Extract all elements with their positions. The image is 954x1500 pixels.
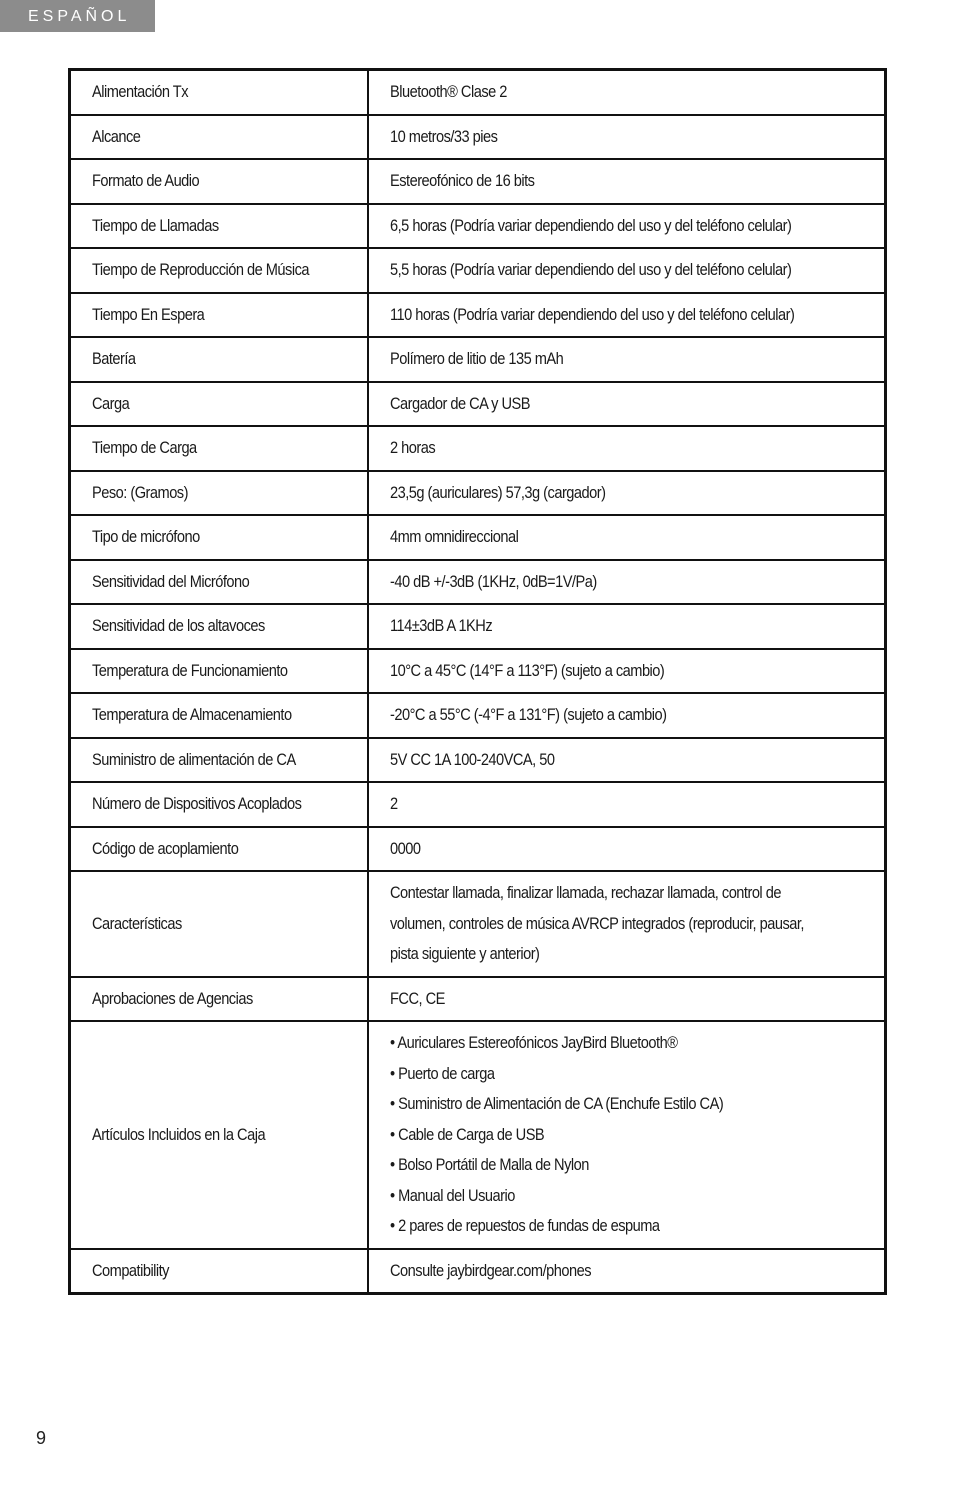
spec-value: 4mm omnidireccional (390, 527, 519, 546)
spec-value: 110 horas (Podría variar dependiendo del uso y del teléfono celular) (390, 304, 795, 324)
spec-label-cell (70, 1249, 369, 1294)
spec-value-cell (368, 248, 886, 293)
spec-row (70, 471, 886, 516)
spec-label: Sensitividad de los altavoces (92, 616, 265, 635)
spec-value-cell (368, 1249, 886, 1294)
spec-value-cell (368, 693, 886, 738)
spec-row (70, 871, 886, 977)
language-tab: ESPAÑOL (0, 0, 155, 32)
spec-label: Código de acoplamiento (92, 838, 239, 858)
spec-value-cell (368, 204, 886, 249)
spec-value-cell (368, 827, 886, 872)
spec-row (70, 337, 886, 382)
spec-label-cell (70, 471, 369, 516)
spec-row (70, 515, 886, 560)
spec-value: 0000 (390, 838, 421, 858)
spec-row (70, 604, 886, 649)
spec-value-cell (368, 782, 886, 827)
spec-value-cell (368, 738, 886, 783)
spec-row (70, 248, 886, 293)
spec-label: Tipo de micrófono (92, 527, 200, 546)
spec-label-cell (70, 604, 369, 649)
spec-value-line: • 2 pares de repuestos de fundas de espuma (390, 1216, 660, 1235)
spec-value-line: pista siguiente y anterior) (390, 944, 540, 963)
spec-row (70, 738, 886, 783)
spec-row (70, 560, 886, 605)
spec-value-cell (368, 159, 886, 204)
spec-label: Suministro de alimentación de CA (92, 749, 296, 769)
spec-label: Temperatura de Almacenamiento (92, 705, 292, 724)
spec-value-cell (368, 977, 886, 1022)
spec-label: Temperatura de Funcionamiento (92, 660, 288, 680)
spec-label-cell (70, 293, 369, 338)
page-number: 9 (36, 1428, 47, 1448)
spec-label-cell (70, 115, 369, 160)
spec-value: 2 horas (390, 438, 436, 457)
spec-label: Tiempo En Espera (92, 304, 205, 324)
spec-value-line: volumen, controles de música AVRCP integrados (reproducir, pausar, (390, 913, 804, 933)
spec-value: -40 dB +/-3dB (1KHz, 0dB=1V/Pa) (390, 571, 597, 591)
spec-value-cell (368, 1021, 886, 1249)
spec-label-cell (70, 871, 369, 977)
spec-label-cell (70, 70, 369, 115)
spec-row (70, 977, 886, 1022)
spec-label: Peso: (Gramos) (92, 482, 188, 502)
spec-value-cell (368, 293, 886, 338)
spec-row (70, 827, 886, 872)
spec-label-cell (70, 782, 369, 827)
spec-label-cell (70, 693, 369, 738)
spec-label-cell (70, 337, 369, 382)
spec-label: Artículos Incluidos en la Caja (92, 1124, 266, 1144)
spec-row (70, 159, 886, 204)
spec-label-cell (70, 382, 369, 427)
spec-value: 2 (390, 794, 398, 813)
spec-label: Tiempo de Carga (92, 438, 197, 457)
spec-value: 5,5 horas (Podría variar dependiendo del uso y del teléfono celular) (390, 260, 792, 279)
spec-value: 5V CC 1A 100-240VCA, 50 (390, 749, 555, 769)
spec-label: Aprobaciones de Agencias (92, 988, 253, 1008)
specifications-table (68, 68, 887, 1295)
spec-label: Alimentación Tx (92, 82, 189, 101)
spec-value: Estereofónico de 16 bits (390, 171, 535, 190)
spec-value-cell (368, 382, 886, 427)
spec-row (70, 782, 886, 827)
spec-row (70, 204, 886, 249)
spec-label-cell (70, 1021, 369, 1249)
spec-label-cell (70, 560, 369, 605)
spec-value: Polímero de litio de 135 mAh (390, 349, 564, 368)
spec-label-cell (70, 159, 369, 204)
spec-value-cell (368, 337, 886, 382)
spec-row (70, 693, 886, 738)
spec-label-cell (70, 977, 369, 1022)
spec-label: Número de Dispositivos Acoplados (92, 794, 302, 813)
spec-label-cell (70, 515, 369, 560)
spec-value-cell (368, 560, 886, 605)
spec-value: 23,5g (auriculares) 57,3g (cargador) (390, 482, 606, 502)
spec-label: Tiempo de Llamadas (92, 215, 219, 235)
spec-value: Consulte jaybirdgear.com/phones (390, 1260, 592, 1280)
spec-value-cell (368, 604, 886, 649)
spec-value: 10 metros/33 pies (390, 126, 498, 146)
spec-value-cell (368, 471, 886, 516)
spec-value-line: • Puerto de carga (390, 1063, 495, 1083)
spec-label-cell (70, 204, 369, 249)
spec-value-cell (368, 70, 886, 115)
spec-value-cell (368, 426, 886, 471)
spec-value-line: • Manual del Usuario (390, 1185, 515, 1205)
spec-row (70, 70, 886, 115)
spec-value-line: • Cable de Carga de USB (390, 1124, 545, 1144)
spec-value-cell (368, 649, 886, 694)
spec-value-cell (368, 871, 886, 977)
spec-row (70, 426, 886, 471)
spec-label-cell (70, 248, 369, 293)
spec-row (70, 1021, 886, 1249)
spec-value-line: • Suministro de Alimentación de CA (Enchufe Estilo CA) (390, 1094, 724, 1113)
spec-label: Carga (92, 393, 130, 413)
spec-label: Sensitividad del Micrófono (92, 571, 250, 591)
spec-row (70, 382, 886, 427)
spec-label: Alcance (92, 126, 141, 146)
spec-label-cell (70, 827, 369, 872)
spec-value: Cargador de CA y USB (390, 393, 531, 413)
spec-value-line: • Bolso Portátil de Malla de Nylon (390, 1155, 589, 1174)
spec-label-cell (70, 738, 369, 783)
spec-label: Características (92, 913, 182, 933)
spec-row (70, 293, 886, 338)
spec-value-line: • Auriculares Estereofónicos JayBird Bluetooth® (390, 1033, 678, 1052)
spec-value: 6,5 horas (Podría variar dependiendo del uso y del teléfono celular) (390, 215, 792, 235)
spec-label: Formato de Audio (92, 171, 200, 190)
spec-row (70, 1249, 886, 1294)
spec-value: 10°C a 45°C (14°F a 113°F) (sujeto a cambio) (390, 660, 665, 680)
spec-label-cell (70, 649, 369, 694)
spec-value-line: Contestar llamada, finalizar llamada, rechazar llamada, control de (390, 883, 781, 902)
spec-value: 114±3dB A 1KHz (390, 616, 493, 635)
spec-label-cell (70, 426, 369, 471)
spec-row (70, 649, 886, 694)
spec-value: -20°C a 55°C (-4°F a 131°F) (sujeto a cambio) (390, 705, 667, 724)
spec-label: Tiempo de Reproducción de Música (92, 260, 309, 279)
spec-value-cell (368, 515, 886, 560)
spec-value: FCC, CE (390, 988, 445, 1008)
spec-label: Batería (92, 349, 136, 368)
spec-row (70, 115, 886, 160)
spec-value: Bluetooth® Clase 2 (390, 82, 507, 101)
spec-label: Compatibility (92, 1260, 169, 1280)
spec-value-cell (368, 115, 886, 160)
